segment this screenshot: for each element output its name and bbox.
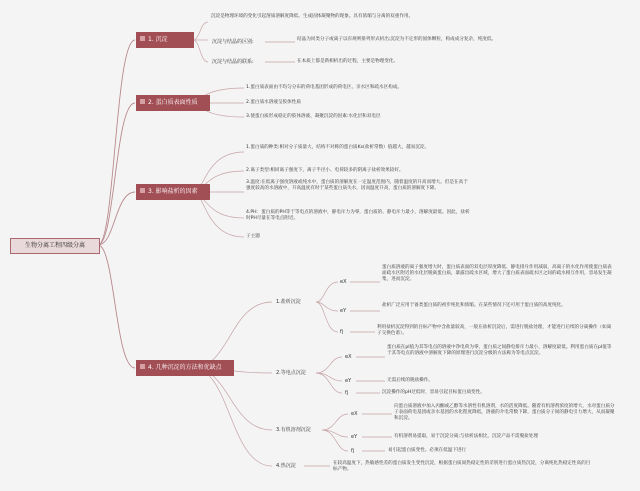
point-text: 无需后续的脱盐操作。 <box>387 378 433 383</box>
item-label: 沉淀与结晶的区别: <box>212 39 254 45</box>
method-label[interactable]: 1.盐析沉淀 <box>276 299 301 305</box>
topic-intro-text: 沉淀是物理环境的变化引起溶质溶解度降低、生成固体凝聚物的现象。具有浓缩与分离的双重作用。 <box>211 14 414 19</box>
list-item: 4.PH：蛋白质的PH等于等电点的溶液中，静电斥力为零，蛋白质的、静电斥力最小，溶解度最低。因此，盐析时PH尽量在等电点附近。 <box>246 210 470 222</box>
point-text: 向蛋白质溶液中加入丙酮或乙醇等水溶性有机溶剂，水的活度降低。随着有机溶剂浓度的增大，水对蛋白质分子表面荷电基团或亲水基团的水化程度降低，溶液的介电常数下降，蛋白质分子间的静电引力增大，从而凝聚和沉淀。 <box>394 404 615 422</box>
topic-node-precipitation[interactable] <box>136 32 194 48</box>
point-text: 沉淀操作的pH过低时，容易引起目标蛋白质变性。 <box>382 390 485 395</box>
list-item: 1.蛋白质表面由不均匀分布的荷电基团形成的荷电区、亲水区和疏水区构成。 <box>246 85 402 90</box>
branch-bullet-icon <box>140 36 145 41</box>
list-item: 3.使蛋白质形成稳定的胶体溶液、凝聚沉淀的因素:水化层和双电层 <box>246 114 381 119</box>
point-tag: fj <box>340 329 344 335</box>
point-text: 盐析广泛应用于备类蛋白质的初步纯化和浓缩。在某些情况下还可用于蛋白质的高度纯化。 <box>382 303 566 308</box>
item-label: 沉淀与结晶的联系: <box>212 59 254 65</box>
root-label: 生物分离工程四级分离 <box>24 242 85 249</box>
method-text: 在较高温度下，热敏感性差的蛋白质发生变性沉淀，根据蛋白质间热稳定性的差别进行蛋白质热沉淀，分离纯化热稳定性高的目标产物。 <box>333 461 591 473</box>
topic-title: 4. 几种沉淀的方法和优缺点 <box>148 364 222 371</box>
list-item: 2.蛋白质水溶液呈胶体性质 <box>246 100 301 105</box>
point-text: 蛋白质溶液的离子强度增大时，蛋白质表面的双电层厚度降低、静电排斥作用减弱，高离子的水化作用使蛋白质表面疏水区附近的水化层脱离蛋白质，暴露出疏水区域，增大了蛋白质表面疏水区之间的疏水相互作用，容易发生凝集，进而沉淀。 <box>382 265 612 283</box>
method-label[interactable]: 2.等电点沉淀 <box>276 370 306 376</box>
point-tag: eX <box>345 354 352 360</box>
method-label[interactable]: 4.热沉淀 <box>276 463 296 469</box>
point-text: 有机溶剂易提取，易于沉淀分离;与盐析法相比，沉淀产品不需脱盐处理 <box>394 434 538 439</box>
method-label[interactable]: 3.有机溶剂沉淀 <box>276 427 311 433</box>
list-item: 2.离子类型:相同离子强度下，离子半径小、电荷较多的阴离子盐析效果较好。 <box>246 168 404 173</box>
root-node[interactable] <box>10 238 100 254</box>
point-text: 易引起蛋白质变性。必须在低温下进行 <box>388 448 467 453</box>
point-text: 蛋白质在pI值为其等电点的溶液中净电荷为零，蛋白质之间静电排斥力最小，溶解度最低。利用蛋白质在pI值等于其等电点的溶液中溶解度下降的原理进行沉淀分级的方法称为等电点沉淀。 <box>387 345 612 357</box>
branch-bullet-icon <box>140 188 145 193</box>
point-tag: fj <box>351 448 355 454</box>
point-tag: eX <box>340 279 347 285</box>
topic-title: 2. 蛋白质表面性质 <box>148 99 198 106</box>
topic-title: 1. 沉淀 <box>148 36 168 43</box>
item-text: 在本质上都是新相析出的过程，主要是物理变化。 <box>297 59 399 64</box>
point-tag: eY <box>351 434 358 440</box>
topic-node-precipitation-methods[interactable] <box>136 360 234 376</box>
point-tag: eY <box>345 378 352 384</box>
point-text: 利用盐析沉淀得到的目标产物中含盐量较高，一般在盐析沉淀后，需进行脱盐处理，才能进行后续的分离操作（如离子交换色谱）。 <box>377 325 612 337</box>
point-tag: fj <box>345 390 349 396</box>
list-item: 子主题 <box>246 234 260 239</box>
point-tag: eY <box>340 308 347 314</box>
branch-bullet-icon <box>140 364 145 369</box>
topic-node-protein-surface[interactable] <box>136 95 210 111</box>
item-text: 结晶为同类分子或离子以有规则排列形式析出;沉淀为不定形的固体颗粒，构成成分复杂，纯度低。 <box>297 37 497 42</box>
branch-bullet-icon <box>140 99 145 104</box>
list-item: 3.温度:在低离子强度溶液或纯水中，蛋白质的溶解度在一定温度范围内，随着温度的升高而增大。但是在高于强度较高的水溶液中，升高温度有时于某些蛋白质失水，因而温度升高，蛋白质的溶解度下降。 <box>246 180 468 192</box>
point-tag: eX <box>351 411 358 417</box>
list-item: 1.蛋白质的种类:相对分子质量大，结构不对称的蛋白质Ks(盐析常数）值越大，越易沉淀。 <box>246 145 430 150</box>
topic-title: 3. 影响盐析的因素 <box>148 188 198 195</box>
topic-node-salting-factors[interactable] <box>136 184 210 200</box>
